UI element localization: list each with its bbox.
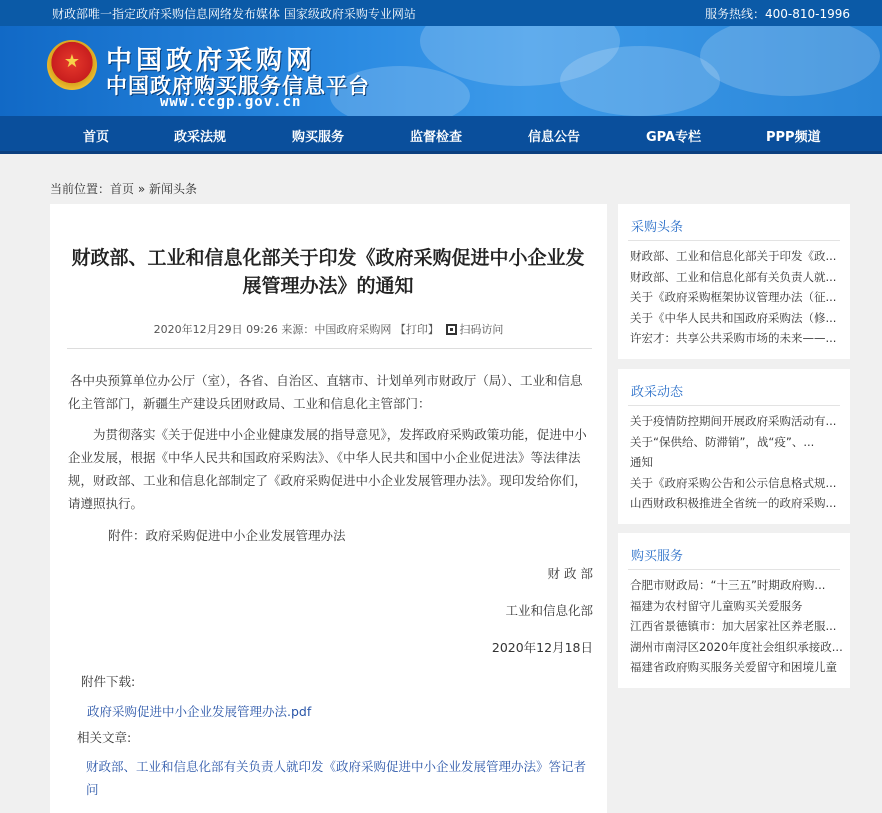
- service-hotline: 服务热线：400-810-1996: [704, 7, 850, 21]
- list-item[interactable]: 福建省政府购买服务关爱留守和困境儿童: [630, 660, 837, 674]
- breadcrumb-home[interactable]: 首页: [110, 182, 135, 196]
- nav-item-home[interactable]: 首页: [83, 130, 110, 145]
- list-item[interactable]: 许宏才：共享公共采购市场的未来——...: [630, 331, 837, 345]
- main-nav: [0, 116, 882, 154]
- list-item[interactable]: 合肥市财政局：“十三五”时期政府购...: [630, 578, 826, 592]
- related-label: 相关文章:: [77, 730, 132, 745]
- national-emblem-icon[interactable]: ★: [47, 40, 97, 90]
- list-item[interactable]: 财政部、工业和信息化部有关负责人就...: [630, 269, 837, 284]
- sidebar-headlines: [618, 204, 850, 359]
- related-article-link[interactable]: 财政部、工业和信息化部有关负责人就印发《政府采购促进中小企业发展管理办法》答记者问: [86, 759, 587, 797]
- article-divider: [67, 348, 592, 349]
- signer-ministry-industry: 工业和信息化部: [505, 603, 593, 618]
- download-label: 附件下载:: [81, 674, 136, 689]
- article-addressee: 各中央预算单位办公厅（室），各省、自治区、直辖市、计划单列市财政厅（局）、工业和信息化主管部门，新疆生产建设兵团财政局、工业和信息化主管部门：: [68, 373, 583, 411]
- list-item[interactable]: 福建为农村留守儿童购买关爱服务: [630, 598, 803, 613]
- breadcrumb: [50, 180, 197, 197]
- article-body: 为贯彻落实《关于促进中小企业健康发展的指导意见》，发挥政府采购政策功能，促进中小企业发展，根据《中华人民共和国政府采购法》、《中华人民共和国中小企业促进法》等法律法规，财政部、工业和信息化部制定了《政府采购促进中小企业发展管理办法》。现印发给你们，请遵照执行。: [68, 427, 587, 511]
- signer-ministry-finance: 财 政 部: [547, 566, 593, 581]
- breadcrumb-current[interactable]: 新闻头条: [149, 182, 198, 196]
- nav-item-ppp[interactable]: PPP频道: [766, 130, 821, 145]
- sidebar-services: [618, 533, 850, 688]
- breadcrumb-label: 当前位置：: [50, 182, 111, 196]
- site-slogan: 财政部唯一指定政府采购信息网络发布媒体 国家级政府采购专业网站: [52, 7, 416, 21]
- list-item[interactable]: 关于《政府采购公告和公示信息格式规...: [630, 475, 837, 490]
- sidebar-dynamics: [618, 369, 850, 524]
- site-logo-title[interactable]: 中国政府采购网: [106, 46, 317, 76]
- article-title: 财政部、工业和信息化部关于印发《政府采购促进中小企业发展管理办法》的通知: [71, 247, 585, 297]
- site-banner: [0, 26, 882, 116]
- list-item[interactable]: 山西财政积极推进全省统一的政府采购...: [630, 496, 837, 510]
- nav-item-supervision[interactable]: 监督检查: [410, 130, 463, 145]
- article-meta: [50, 321, 607, 337]
- list-item[interactable]: 通知: [630, 455, 653, 469]
- sign-date: 2020年12月18日: [491, 640, 593, 655]
- article-attachment-note: 附件：政府采购促进中小企业发展管理办法: [108, 528, 346, 543]
- nav-item-announcements[interactable]: 信息公告: [528, 130, 581, 145]
- nav-item-regulations[interactable]: 政采法规: [174, 130, 227, 145]
- list-item[interactable]: 关于“保供给、防滞销”，战“疫”、...: [630, 434, 815, 449]
- sidebar-services-title[interactable]: 购买服务: [631, 549, 684, 564]
- nav-item-purchase-services[interactable]: 购买服务: [292, 130, 345, 145]
- list-item[interactable]: 关于疫情防控期间开展政府采购活动有...: [630, 414, 837, 428]
- qr-code-icon[interactable]: [446, 324, 457, 335]
- site-logo-subtitle: 中国政府购买服务信息平台: [106, 74, 370, 98]
- top-bar: [0, 0, 882, 26]
- site-url: www.ccgp.gov.cn: [160, 94, 302, 110]
- list-item[interactable]: 湖州市南浔区2020年度社会组织承接政...: [630, 639, 843, 654]
- sidebar-headlines-title[interactable]: 采购头条: [631, 220, 684, 235]
- nav-item-gpa[interactable]: GPA专栏: [646, 130, 702, 145]
- list-item[interactable]: 关于《政府采购框架协议管理办法（征...: [630, 290, 837, 304]
- list-item[interactable]: 关于《中华人民共和国政府采购法（修...: [630, 310, 837, 325]
- article-panel: [50, 204, 607, 813]
- sidebar-dynamics-title[interactable]: 政采动态: [631, 385, 684, 400]
- attachment-download-link[interactable]: 政府采购促进中小企业发展管理办法.pdf: [87, 704, 312, 719]
- breadcrumb-separator: »: [134, 182, 150, 196]
- list-item[interactable]: 江西省景德镇市：加大居家社区养老服...: [630, 619, 837, 633]
- list-item[interactable]: 财政部、工业和信息化部关于印发《政...: [630, 249, 837, 263]
- article-date-source: 2020年12月29日 09:26 来源：中国政府采购网 【打印】: [153, 323, 439, 336]
- scan-visit-link[interactable]: 扫码访问: [459, 323, 504, 336]
